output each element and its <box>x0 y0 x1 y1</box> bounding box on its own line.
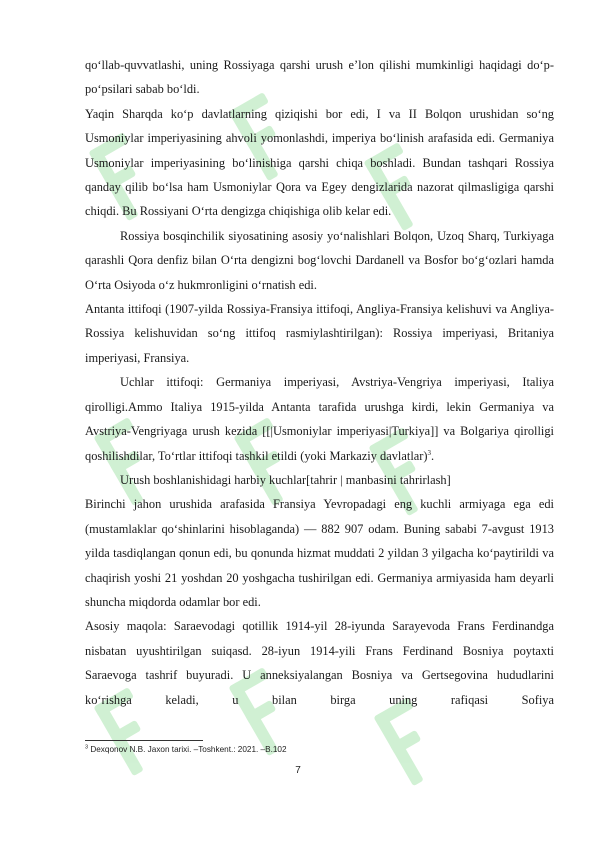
body-paragraph: Yaqin Sharqda ko‘p davlatlarning qiziqishi bor edi, I va II Bolqon urushidan so‘ng Usmoniylar imperiyasining ahvoli yomonlashdi, imperiya bo‘linish arafasida edi. Germaniya Usmoniylar imperiyasining bo‘linishiga qarshi chiqa boshladi. Bundan tashqari Rossiya qanday qilib bo‘lsa ham Usmoniylar Qora va Egey dengizlarida nazorat qilmasligiga qarshi chiqdi. Bu Rossiyani O‘rta dengizga chiqishiga olib kelar edi. <box>85 106 554 219</box>
body-paragraph: Antanta ittifoqi (1907-yilda Rossiya-Fransiya ittifoqi, Angliya-Fransiya kelishuvi va Angliya-Rossiya kelishuvidan so‘ng ittifoq rasmiylashtirilgan): Rossiya imperiyasi, Britaniya imperiyasi, Fransiya. <box>85 302 554 365</box>
section-heading: Urush boshlanishidagi harbiy kuchlar[tahrir | manbasini tahrirlash] <box>120 472 451 487</box>
paragraph-text: Uchlar ittifoqi: Germaniya imperiyasi, Avstriya-Vengriya imperiyasi, Italiya qirolligi.Ammo Italiya 1915-yilda Antanta tarafida urushga kirdi, lekin Germaniya va Avstriya-Vengriyaga urush kezida [[|Usmoniylar imperiyasi|Turkiya]] va Bolgariya qirolligi qoshilishdilar, To‘rtlar ittifoqi tashkil etildi (yoki Markaziy davlatlar) <box>85 375 554 463</box>
footnote <box>85 745 287 754</box>
body-paragraph: Birinchi jahon urushida arafasida Fransiya Yevropadagi eng kuchli armiyaga ega edi (mustamlaklar qo‘shinlarini hisoblaganda) — 882 907 odam. Buning sababi 7-avgust 1913 yilda tasdiqlangan qonun edi, bu qonunda hizmat muddati 2 yildan 3 yilgacha ko‘paytirildi va chaqirish yoshi 21 yoshdan 20 yoshgacha tushirilgan edi. Germaniya armiyasida ham deyarli shuncha miqdorda odamlar bor edi. <box>85 497 554 609</box>
body-paragraph: Asosiy maqola: Saraevodagi qotillik 1914-yil 28-iyunda Sarayevoda Frans Ferdinandga nisbatan uyushtirilgan suiqasd. 28-iyun 1914-yili Frans Ferdinand Bosniya poytaxti Saraevoga tashrif buyuradi. U anneksiyalangan Bosniya va Gertsegovina hududlarini ko‘rishga keladi, u bilan birga uning rafiqasi Sofiya <box>85 619 554 707</box>
body-paragraph: qo‘llab-quvvatlashi, uning Rossiyaga qarshi urush e’lon qilishi mumkinligi haqidagi do‘p-po‘psilari sabab bo‘ldi. <box>85 58 554 97</box>
footnote-divider <box>85 740 203 741</box>
footnote-reference[interactable]: 3 <box>427 448 432 457</box>
footnote-text: Dexqonov N.B. Jaxon tarixi. –Toshkent.: 2021. –B.102 <box>90 745 287 754</box>
body-paragraph: Rossiya bosqinchilik siyosatining asosiy yo‘nalishlari Bolqon, Uzoq Sharq, Turkiyaga qarashli Qora denfiz bilan O‘rta dengizni bog‘lovchi Dardanell va Bosfor bo‘g‘ozlari hamda O‘rta Osiyoda o‘z hukmronligini o‘rnatish edi. <box>85 228 554 292</box>
body-paragraph: Uchlar ittifoqi: Germaniya imperiyasi, Avstriya-Vengriya imperiyasi, Italiya qirolligi.Ammo Italiya 1915-yilda Antanta tarafida urushga kirdi, lekin Germaniya va Avstriya-Vengriyaga urush kezida [[|Usmoniylar imperiyasi|Turkiya]] va Bolgariya qirolligi qoshilishdilar, To‘rtlar ittifoqi tashkil etildi (yoki Markaziy davlatlar)$^3$. <box>85 375 554 463</box>
page-number: 7 <box>295 765 301 776</box>
footnote-mark: 3 <box>85 744 89 751</box>
page-body <box>85 53 554 712</box>
